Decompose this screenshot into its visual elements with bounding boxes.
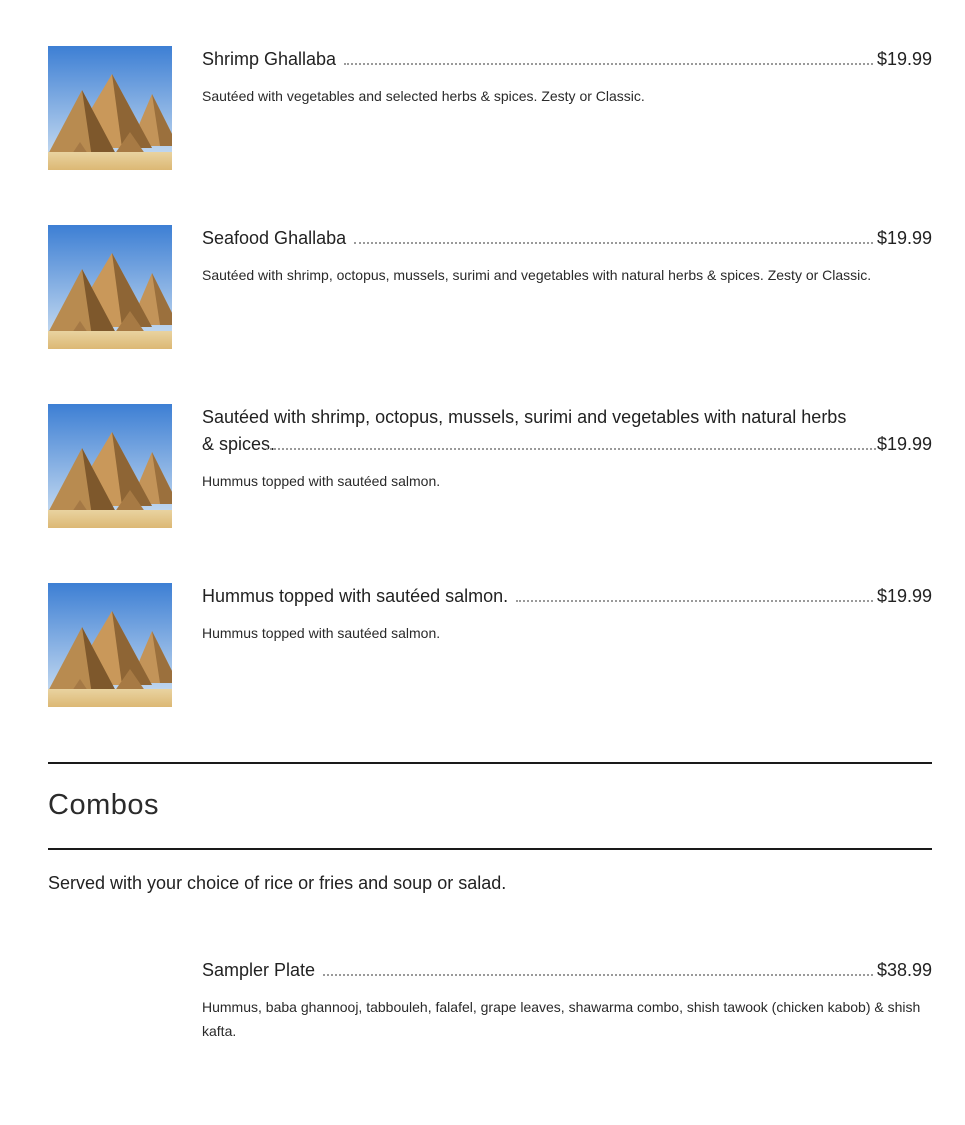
pyramids-image: [48, 583, 172, 707]
item-name: Sampler Plate: [202, 960, 316, 980]
section-subtitle: Served with your choice of rice or fries and soup or salad.: [48, 873, 507, 893]
item-name: Sautéed with shrimp, octopus, mussels, surimi and vegetables with natural herbs & spices.: [202, 407, 847, 454]
menu-item: [48, 404, 932, 528]
item-description: Sautéed with vegetables and selected herbs & spices. Zesty or Classic.: [202, 88, 645, 104]
dot-leader: [344, 63, 873, 65]
item-price: $19.99: [876, 228, 932, 248]
item-description: Sautéed with shrimp, octopus, mussels, surimi and vegetables with natural herbs & spices. Zesty or Classic.: [202, 267, 872, 283]
menu-item: [48, 957, 932, 1057]
item-description: Hummus topped with sautéed salmon.: [202, 625, 441, 641]
item-price: $38.99: [876, 960, 932, 980]
item-price: $19.99: [876, 586, 932, 606]
menu-item: [48, 46, 932, 170]
item-name: Seafood Ghallaba: [202, 228, 347, 248]
item-price: $19.99: [876, 434, 932, 454]
item-description: Hummus, baba ghannooj, tabbouleh, falafel, grape leaves, shawarma combo, shish tawook (chicken kabob) & shish kafta.: [202, 999, 921, 1039]
item-description: Hummus topped with sautéed salmon.: [202, 473, 441, 489]
item-name: Hummus topped with sautéed salmon.: [202, 586, 509, 606]
dot-leader: [516, 600, 873, 602]
section-title: Combos: [48, 789, 159, 821]
dot-leader: [354, 242, 873, 244]
dot-leader: [323, 974, 873, 976]
menu-item: [48, 583, 932, 707]
item-name: Shrimp Ghallaba: [202, 49, 337, 69]
menu-item: [48, 225, 932, 349]
section-divider-bottom: [48, 848, 932, 850]
dot-leader: [266, 448, 876, 450]
pyramids-image: [48, 46, 172, 170]
pyramids-image: [48, 225, 172, 349]
section-divider-top: [48, 762, 932, 764]
pyramids-image: [48, 404, 172, 528]
item-price: $19.99: [876, 49, 932, 69]
